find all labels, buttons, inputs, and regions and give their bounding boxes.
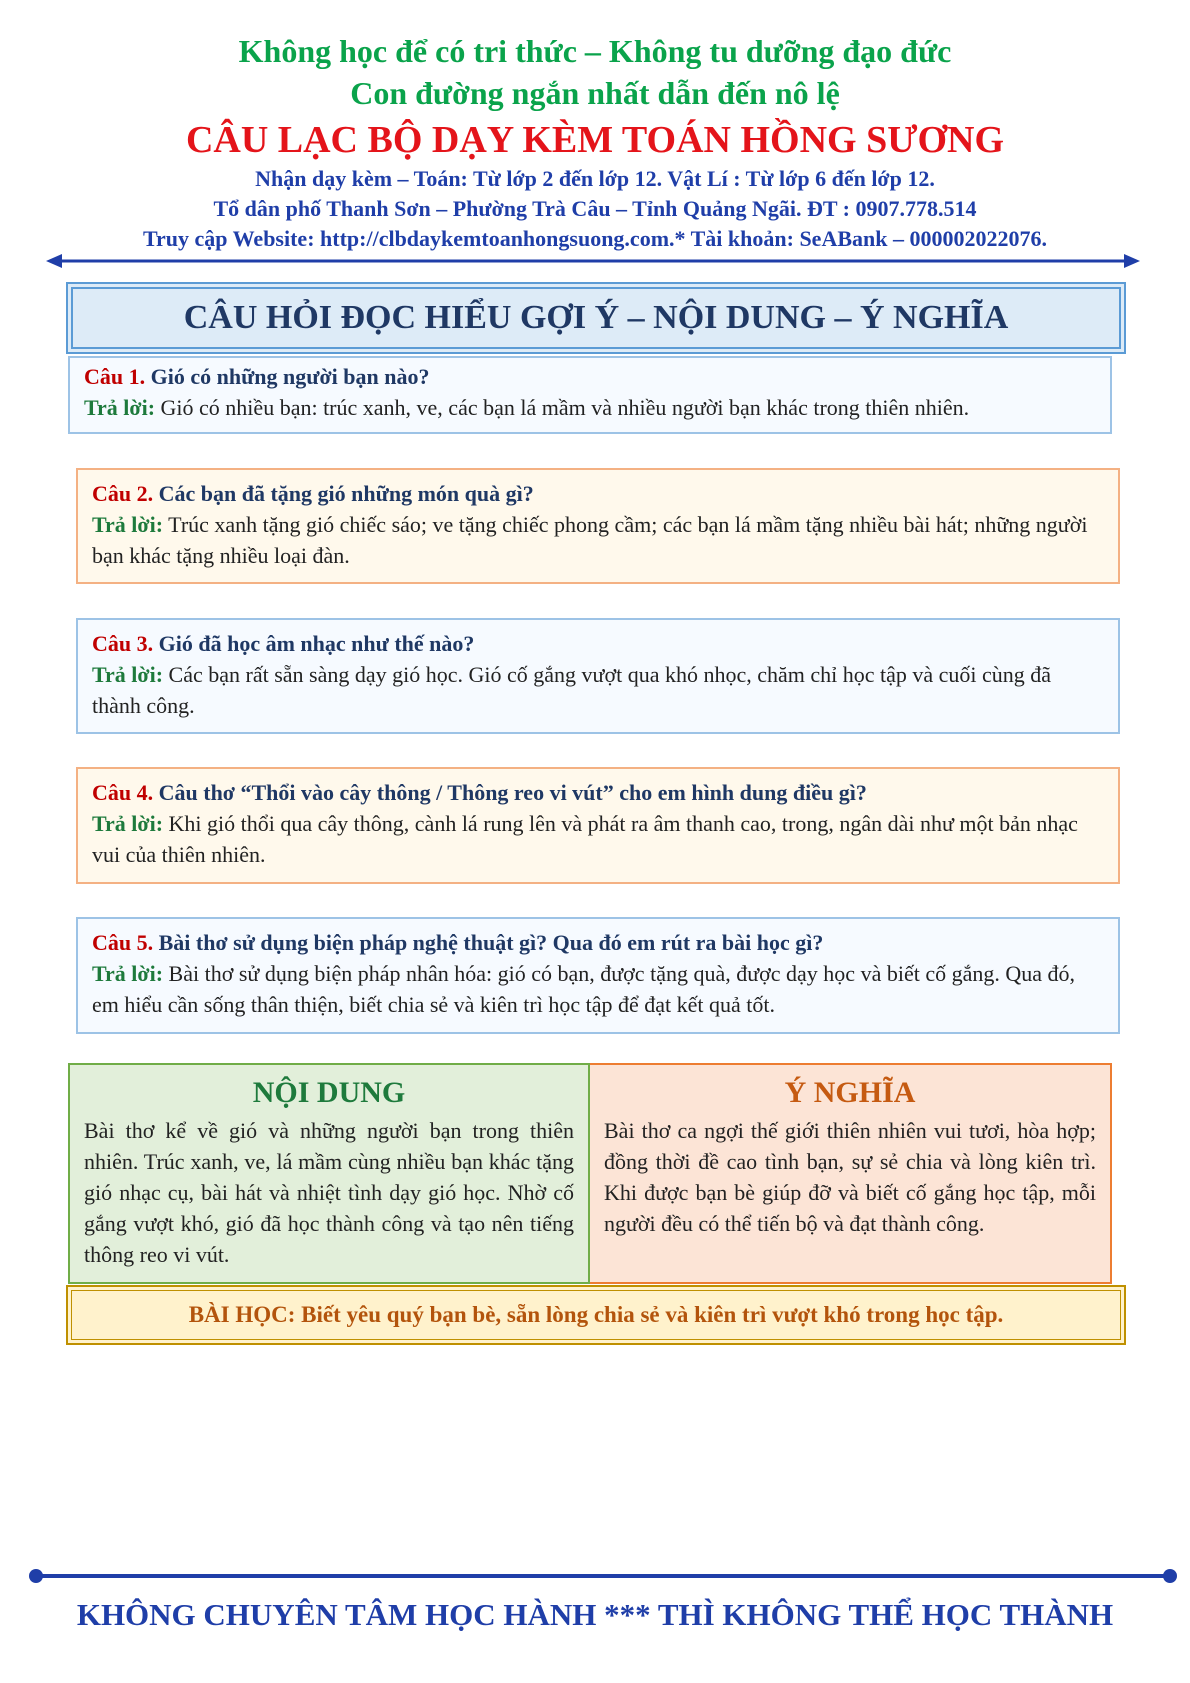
question-body: Câu thơ “Thổi vào cây thông / Thông reo vi vút” cho em hình dung điều gì? xyxy=(158,780,867,805)
question-number: Câu 3. xyxy=(92,631,154,656)
question-text xyxy=(92,628,1104,659)
answer-text xyxy=(92,958,1104,1020)
answer-text xyxy=(84,392,1096,423)
question-card-4 xyxy=(76,767,1120,884)
answer-body: Bài thơ sử dụng biện pháp nhân hóa: gió có bạn, được tặng quà, được dạy học và biết cố gắng. Qua đó, em hiểu cần sống thân thiện, biết chia sẻ và kiên trì học tập để đạt kết quả tốt. xyxy=(92,961,1076,1017)
lesson-box xyxy=(66,1285,1126,1345)
question-number: Câu 4. xyxy=(92,780,154,805)
answer-label: Trả lời: xyxy=(92,662,164,687)
lesson-text: BÀI HỌC: Biết yêu quý bạn bè, sẵn lòng chia sẻ và kiên trì vượt khó trong học tập. xyxy=(71,1290,1121,1340)
answer-label: Trả lời: xyxy=(92,512,164,537)
answer-text xyxy=(92,659,1104,721)
answer-body: Gió có nhiều bạn: trúc xanh, ve, các bạn lá mầm và nhiều người bạn khác trong thiên nhiên. xyxy=(160,395,970,420)
question-card-3 xyxy=(76,618,1120,734)
double-arrow-divider xyxy=(46,254,1140,268)
meaning-text: Bài thơ ca ngợi thế giới thiên nhiên vui tươi, hòa hợp; đồng thời đề cao tình bạn, sự sẻ chia và lòng kiên trì. Khi được bạn bè giúp đỡ và biết cố gắng học tập, mỗi người đều có thể tiến bộ và đạt thành công. xyxy=(604,1118,1096,1236)
club-info-address: Tổ dân phố Thanh Sơn – Phường Trà Câu – Tỉnh Quảng Ngãi. ĐT : 0907.778.514 xyxy=(213,196,977,221)
meaning-column xyxy=(590,1063,1112,1284)
club-name: CÂU LẠC BỘ DẠY KÈM TOÁN HỒNG SƯƠNG xyxy=(185,119,1005,161)
question-body: Gió có những người bạn nào? xyxy=(150,364,430,389)
section-title-box xyxy=(66,282,1126,354)
question-number: Câu 2. xyxy=(92,481,154,506)
question-card-5 xyxy=(76,917,1120,1034)
page-header xyxy=(0,30,1190,254)
answer-label: Trả lời: xyxy=(84,395,156,420)
content-text: Bài thơ kể về gió và những người bạn trong thiên nhiên. Trúc xanh, ve, lá mầm cùng nhiều bạn khác tặng gió nhạc cụ, bài hát và nhiệt tình dạy gió học. Nhờ cố gắng vượt khó, gió đã học thành công và tạo nên tiếng thông reo vi vút. xyxy=(84,1118,574,1267)
answer-body: Các bạn rất sẵn sàng dạy gió học. Gió cố gắng vượt qua khó nhọc, chăm chỉ học tập và cuối cùng đã thành công. xyxy=(92,662,1052,718)
question-text xyxy=(92,777,1104,808)
question-card-1 xyxy=(68,356,1112,434)
motto-line-1: Không học để có tri thức – Không tu dưỡng đạo đức xyxy=(238,33,952,69)
answer-text xyxy=(92,808,1104,870)
content-column xyxy=(68,1063,590,1284)
question-body: Các bạn đã tặng gió những món quà gì? xyxy=(158,481,534,506)
question-number: Câu 1. xyxy=(84,364,146,389)
question-text xyxy=(84,361,1096,392)
motto-line-2: Con đường ngắn nhất dẫn đến nô lệ xyxy=(350,75,840,111)
question-body: Bài thơ sử dụng biện pháp nghệ thuật gì? Qua đó em rút ra bài học gì? xyxy=(158,930,824,955)
content-meaning-table xyxy=(68,1063,1112,1284)
footer-motto: KHÔNG CHUYÊN TÂM HỌC HÀNH *** THÌ KHÔNG THỂ HỌC THÀNH xyxy=(76,1597,1114,1632)
question-number: Câu 5. xyxy=(92,930,154,955)
club-info-subjects: Nhận dạy kèm – Toán: Từ lớp 2 đến lớp 12. Vật Lí : Từ lớp 6 đến lớp 12. xyxy=(255,166,935,191)
footer-divider xyxy=(28,1568,1178,1584)
question-card-2 xyxy=(76,468,1120,584)
club-info-website: Truy cập Website: http://clbdaykemtoanhongsuong.com.* Tài khoản: SeABank – 000002022076. xyxy=(143,226,1047,251)
answer-body: Khi gió thổi qua cây thông, cành lá rung lên và phát ra âm thanh cao, trong, ngân dài như một bản nhạc vui của thiên nhiên. xyxy=(92,811,1078,867)
answer-label: Trả lời: xyxy=(92,961,164,986)
question-text xyxy=(92,478,1104,509)
answer-body: Trúc xanh tặng gió chiếc sáo; ve tặng chiếc phong cầm; các bạn lá mầm tặng nhiều bài hát; những người bạn khác tặng nhiều loại đàn. xyxy=(92,512,1088,568)
content-heading: NỘI DUNG xyxy=(252,1076,406,1109)
section-title: CÂU HỎI ĐỌC HIỂU GỢI Ý – NỘI DUNG – Ý NGHĨA xyxy=(71,287,1121,349)
question-body: Gió đã học âm nhạc như thế nào? xyxy=(158,631,475,656)
question-text xyxy=(92,927,1104,958)
answer-label: Trả lời: xyxy=(92,811,164,836)
meaning-heading: Ý NGHĨA xyxy=(784,1076,916,1109)
answer-text xyxy=(92,509,1104,571)
